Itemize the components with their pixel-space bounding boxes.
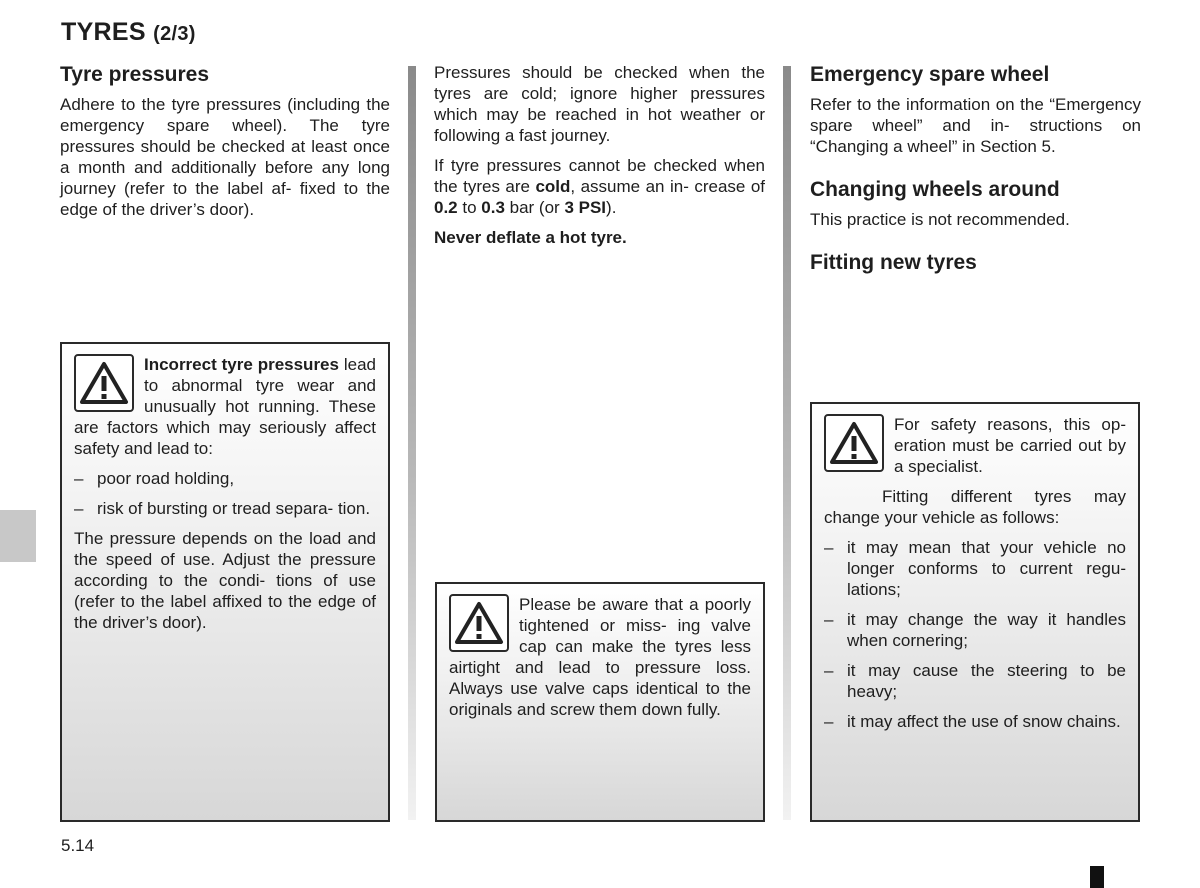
list-item: – it may change the way it handles when cornering; xyxy=(824,609,1126,651)
section-side-tab xyxy=(0,510,36,562)
page-title-part: (2/3) xyxy=(153,23,196,45)
heading-emergency-spare-wheel: Emergency spare wheel xyxy=(810,63,1050,86)
list-item: – it may mean that your vehicle no longer conforms to current regu- lations; xyxy=(824,537,1126,600)
pressure-increase-paragraph: If tyre pressures cannot be checked when the tyres are cold, assume an in- crease of 0.2 to 0.3 bar (or 3 PSI). xyxy=(434,156,765,217)
pressure-check-paragraph: Pressures should be checked when the tyres are cold; ignore higher pressures which may be reached in hot weather or following a fast journey. xyxy=(434,63,765,145)
heading-fitting-new-tyres: Fitting new tyres xyxy=(810,251,977,274)
heading-changing-wheels-around: Changing wheels around xyxy=(810,178,1060,201)
column-spare-wheel xyxy=(810,62,1141,282)
page-title-main: TYRES xyxy=(61,18,146,46)
valve-cap-text: Please be aware that a poorly tightened or miss- ing valve cap can make the tyres less airtight and lead to pressure loss. Always use valve caps identical to the originals and screw them down fully. xyxy=(449,595,751,719)
page-title xyxy=(61,18,196,47)
tyre-pressures-paragraph: Adhere to the tyre pressures (including the emergency spare wheel). The tyre pressures should be checked at least once a month and additionally before any long journey (refer to the label af- fixed to the edge of the driver’s door). xyxy=(60,95,390,219)
warning-box-valve-cap xyxy=(435,582,765,822)
warning-box-new-tyres xyxy=(810,402,1140,822)
warning-triangle-icon xyxy=(74,354,134,412)
list-item: – risk of bursting or tread separa- tion. xyxy=(74,498,376,519)
list-item: – it may affect the use of snow chains. xyxy=(824,711,1126,732)
warning-list xyxy=(824,537,1126,732)
warning-intro: Incorrect tyre pressures lead to abnormal tyre wear and unusually hot running. These are factors which may seriously affect safety and lead to: xyxy=(74,355,376,458)
list-item: – it may cause the steering to be heavy; xyxy=(824,660,1126,702)
page-edge-marker xyxy=(1090,866,1104,888)
heading-tyre-pressures: Tyre pressures xyxy=(60,63,210,86)
warning-closing: The pressure depends on the load and the speed of use. Adjust the pressure according to the condi- tions of use (refer to the label affixed to the edge of the driver’s door). xyxy=(74,529,376,632)
spare-wheel-paragraph: Refer to the information on the “Emergency spare wheel” and in- structions on “Changing a wheel” in Section 5. xyxy=(810,95,1141,156)
changing-wheels-paragraph: This practice is not recommended. xyxy=(810,210,1070,229)
column-pressure-checks xyxy=(434,62,765,257)
never-deflate-note: Never deflate a hot tyre. xyxy=(434,228,627,247)
column-separator-2 xyxy=(783,66,791,820)
different-tyres-intro: Fitting different tyres may change your vehicle as follows: xyxy=(824,487,1126,527)
warning-list xyxy=(74,468,376,519)
warning-triangle-icon xyxy=(824,414,884,472)
page-number: 5.14 xyxy=(61,836,95,855)
column-tyre-pressures xyxy=(60,62,390,229)
column-separator-1 xyxy=(408,66,416,820)
specialist-note: For safety reasons, this op- eration must be carried out by a specialist. xyxy=(894,415,1126,476)
list-item: – poor road holding, xyxy=(74,468,376,489)
warning-box-incorrect-pressures xyxy=(60,342,390,822)
warning-triangle-icon xyxy=(449,594,509,652)
